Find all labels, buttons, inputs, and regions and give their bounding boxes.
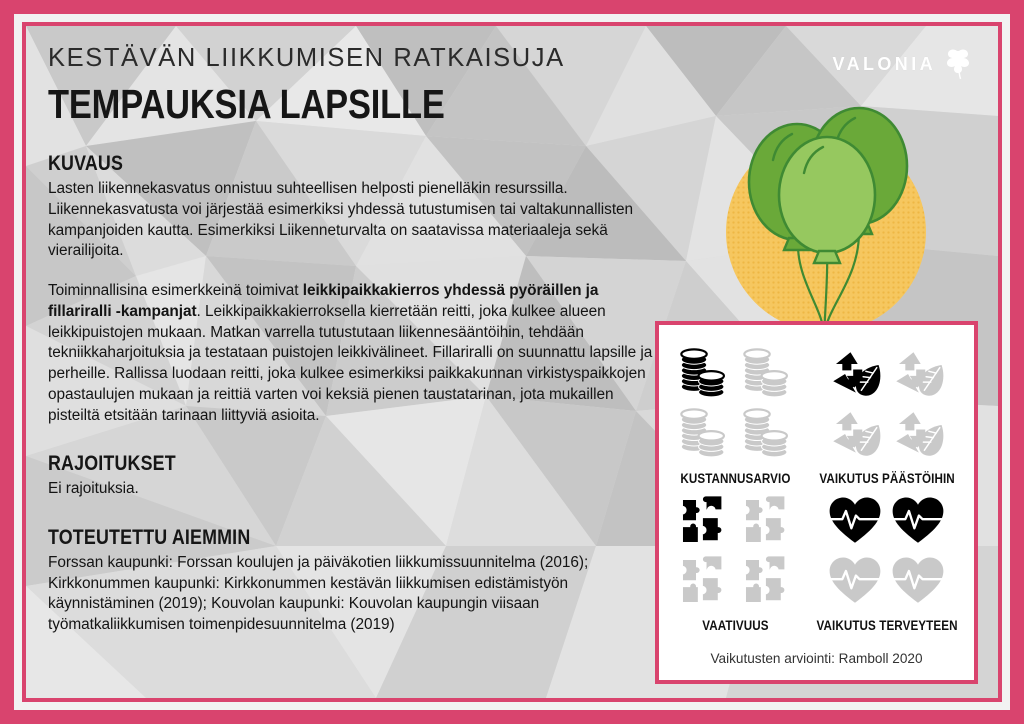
metric-label: VAIKUTUS PÄÄSTÖIHIN [819,471,955,486]
metric-label: VAIKUTUS TERVEYTEEN [816,618,958,633]
puzzle-icon [675,492,733,550]
metric-health [806,486,968,633]
coin-stack-icon [675,405,733,463]
metric-cost [665,339,806,486]
valonia-logo-text: VALONIA [832,53,936,74]
recycle-leaf-icon [826,405,884,463]
emphasis-run: leikkipaikkakierros yhdessä pyöräillen ja fillariralli -kampanjat [48,282,599,320]
section-heading: TOTEUTETTU AIEMMIN [48,525,251,549]
metric-label: KUSTANNUSARVIO [680,471,791,486]
metrics-grid [659,325,974,633]
page-title: TEMPAUKSIA LAPSILLE [48,81,445,128]
evaluation-panel [655,321,978,684]
recycle-leaf-icon [826,345,884,403]
puzzle-icon [738,492,796,550]
heart-pulse-icon [889,492,947,550]
metric-rating-icons [825,492,949,610]
text-run: Ei rajoituksia. [48,480,139,498]
text-run: Forssan kaupunki: Forssan koulujen ja päiväkotien liikkumissuunnitelma (2016); Kirkkonummen kaupunki: Kirkkonummen kestävän liikkumisen edistämistyön käynnistäminen (2019); Kouvolan kaupunki: Kouvolan kaupungin viisaan työmatkaliikkumisen toimenpidesuunnitelma (2019) [48,553,589,634]
puzzle-icon [738,552,796,610]
section-paragraph [48,553,656,636]
text-run: . Leikkipaikkakierroksella kierretään reitti, joka kulkee alueen leikkipuistojen mukaan. Matkan varrella tutustutaan liikennesääntöihin, tehdään tekniikkaharjoituksia ja testataan puistojen leikkivälineet. Fillariralli on suunnattu lapsille ja perheille. Rallissa luodaan reitti, joka kulkee esimerkiksi paikkakunnan virkistyspaikkojen opastaulujen mukaan ja reittiä varten voi keksiä pienen taustatarinan, jota mukaillen pisteiltä etsitään tarinaan liittyviä asioita. [48,302,653,424]
heart-pulse-icon [826,552,884,610]
puzzle-icon [675,552,733,610]
poster-stage [26,26,998,698]
text-run: Toiminnallisina esimerkkeinä toimivat [48,282,303,300]
coin-stack-icon [675,345,733,403]
metric-rating-icons [673,492,797,610]
metric-label: VAATIVUUS [702,618,769,633]
balloons-illustration [676,60,976,350]
section-heading: RAJOITUKSET [48,452,176,476]
coin-stack-icon [738,345,796,403]
sections-container [48,152,656,636]
clover-leaf-icon [944,48,974,80]
heart-pulse-icon [826,492,884,550]
metric-rating-icons [825,345,949,463]
recycle-leaf-icon [889,405,947,463]
section-paragraph [48,281,656,426]
section-paragraph [48,479,656,500]
metric-rating-icons [673,345,797,463]
panel-footnote: Vaikutusten arviointi: Ramboll 2020 [710,651,923,666]
heart-pulse-icon [889,552,947,610]
content-column [48,44,656,636]
section-heading: KUVAUS [48,152,124,176]
text-run: Lasten liikennekasvatus onnistuu suhteellisen helposti pienelläkin resurssilla. Liikennekasvatusta voi järjestää esimerkiksi yhdessä tutustumisen tai valtakunnallisten kampanjoiden kautta. Esimerkiksi Liikenneturvalta on saatavissa materiaaleja sekä vierailijoita. [48,180,634,260]
recycle-leaf-icon [889,345,947,403]
coin-stack-icon [738,405,796,463]
metric-difficulty [665,486,806,633]
eyebrow-text: KESTÄVÄN LIIKKUMISEN RATKAISUJA [48,44,565,72]
metric-emissions [806,339,968,486]
valonia-logo [833,48,974,80]
section-paragraph [48,179,656,262]
